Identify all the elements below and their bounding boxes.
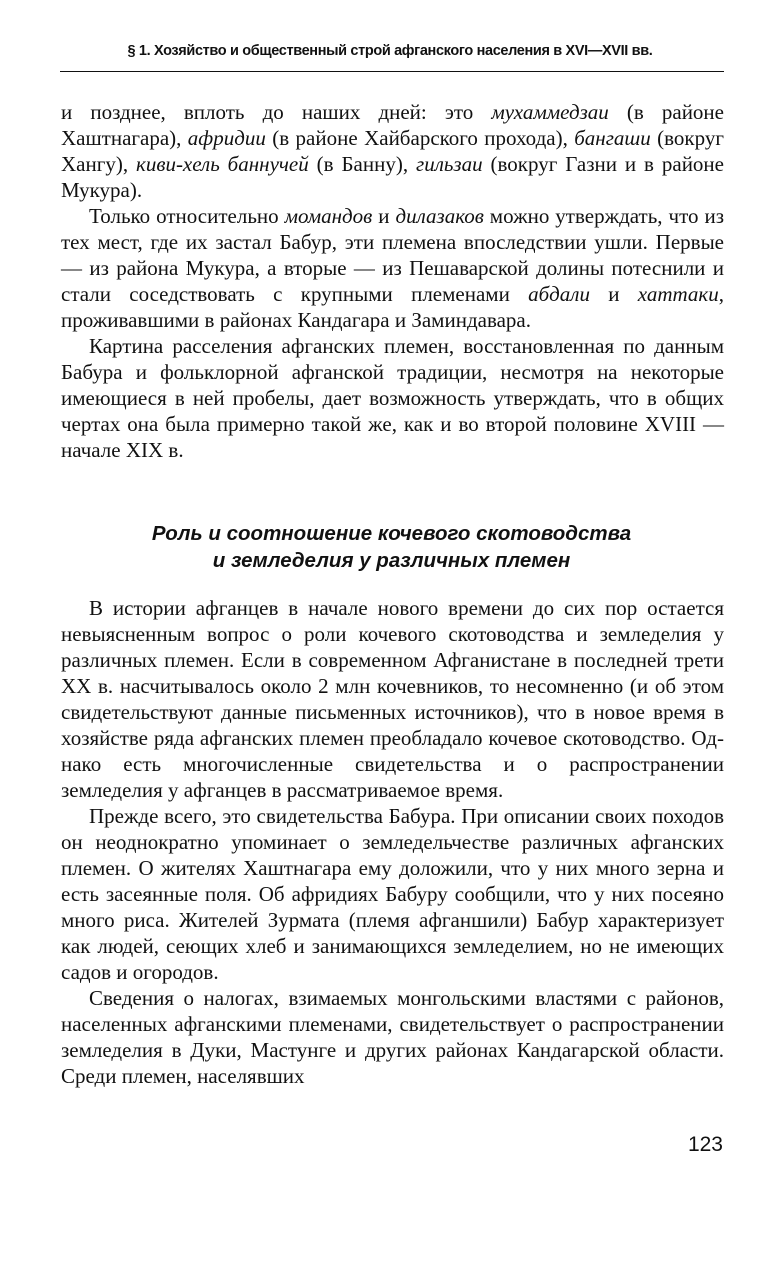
text-run: и xyxy=(372,204,396,228)
tribe-name: дилазаков xyxy=(395,204,484,228)
section-heading-line-2: и земледелия у различных племен xyxy=(212,549,571,572)
tribe-name: афридии xyxy=(187,126,266,150)
section-heading-line-1: Роль и соотношение кочевого скотоводства xyxy=(151,522,632,545)
text-run: и xyxy=(589,282,638,306)
text-run: можно утверждать, что из тех мест, где их застал Бабур, эти племена впоследствии ушли. Первые — из района Мукура, а вторые — из Пешаварской долины потеснили и стали соседствовать с крупными племенами xyxy=(61,204,724,306)
text-run: (вокруг Газни и в районе Мукура). xyxy=(61,152,724,202)
tribe-name: хаттаки xyxy=(637,282,719,306)
paragraph-3: Картина расселения афганских племен, восстановленная по данным Бабура и фольклорной афганской традиции, несмотря на некоторые имеющиеся в ней пробелы, дает возможность утверждать, что в общих чертах она была примерно такой же, как и во второй половине XVIII — начале XIX в. xyxy=(61,334,724,462)
running-head: § 1. Хозяйство и общественный строй афганского населения в XVI—XVII вв. xyxy=(127,43,653,59)
text-run: и позднее, вплоть до наших дней: это xyxy=(61,100,492,124)
text-block-top xyxy=(61,99,724,463)
text-block-bottom xyxy=(61,595,724,1089)
page-number: 123 xyxy=(687,1133,723,1156)
text-run: (в Банну), xyxy=(308,152,417,176)
text-run: (вокруг Хангу), xyxy=(61,126,724,176)
paragraph-2 xyxy=(61,203,724,333)
paragraph-4: В истории афганцев в начале нового времени до сих пор остается невыясненным вопрос о роли кочевого скотоводства и земледелия у различных племен. Если в современном Афганистане в последней трети XX в. насчитывалось около 2 млн кочевников, то несомненно (и об этом свидетельствуют данные письменных источников), что в новое время в хозяйстве ряда афганских племен преобладало кочевое скотоводство. Однако есть многочисленные свидетельства и о распространении земледелия у афганцев в рассматриваемое время. xyxy=(61,596,724,802)
paragraph-5: Прежде всего, это свидетельства Бабура. При описании своих походов он неоднократно упоминает о земледельчестве различных афганских племен. О жителях Хаштнагара ему доложили, что у них много зерна и есть засеянные поля. Об афридиях Бабуру сообщили, что у них посеяно много риса. Жителей Зурмата (племя афганшили) Бабур характеризует как людей, сеющих хлеб и занимающихся земледелием, но не имеющих садов и огородов. xyxy=(61,804,724,984)
tribe-name: гильзаи xyxy=(416,152,483,176)
paragraph-1 xyxy=(61,99,724,203)
tribe-name: киви-хель баннучей xyxy=(136,152,309,176)
section-heading xyxy=(60,520,723,574)
text-run: , проживавшими в районах Кандагара и Заминдавара. xyxy=(61,282,724,332)
paragraph-6: Сведения о налогах, взимаемых монгольскими властями с районов, населенных афганскими племенами, свидетельствует о распространении земледелия в Дуки, Мастунге и других районах Кандагарской области. Среди племен, населявших xyxy=(61,986,724,1088)
tribe-name: абдали xyxy=(528,282,590,306)
tribe-name: мухаммедзаи xyxy=(491,100,609,124)
tribe-name: момандов xyxy=(284,204,373,228)
text-run: Только относительно xyxy=(89,204,285,228)
header-rule xyxy=(60,71,724,72)
text-run: (в районе Хайбарского прохода), xyxy=(265,126,575,150)
tribe-name: бангаши xyxy=(574,126,651,150)
text-run: (в районе Хаштнагара), xyxy=(61,100,724,150)
